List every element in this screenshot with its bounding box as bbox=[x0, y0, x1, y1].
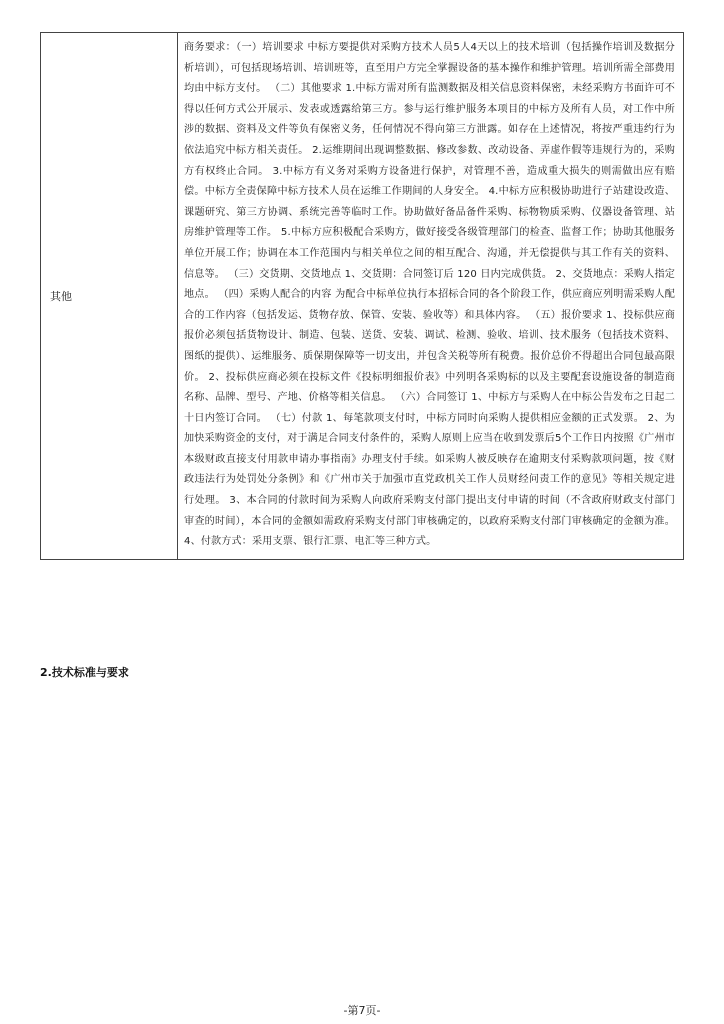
business-requirements-text: 商务要求：（一）培训要求 中标方要提供对采购方技术人员5人4天以上的技术培训（包括操作培训及数据分析培训），可包括现场培训、培训班等，直至用户方完全掌握设备的基本操作和维护管理。培训所需全部费用均由中标方支付。 （二）其他要求 1.中标方需对所有监测数据及相关信息资料保密，未经采购方书面许可不得以任何方式公开展示、发表或透露给第三方。参与运行维护服务本项目的中标方及所有人员，对工作中所涉的数据、资料及文件等负有保密义务，任何情况不得向第三方泄露。如存在上述情况，将按严重违约行为依法追究中标方相关责任。 2.运维期间出现调整数据、修改参数、改动设备、弄虚作假等违规行为的，采购方有权终止合同。 3.中标方有义务对采购方设备进行保护，对管理不善，造成重大损失的则需做出应有赔偿。中标方全责保障中标方技术人员在运维工作期间的人身安全。 4.中标方应积极协助进行子站建设改造、课题研究、第三方协调、系统完善等临时工作。协助做好备品备件采购、标物物质采购、仪器设备管理、站房维护管理等工作。 5.中标方应积极配合采购方，做好接受各级管理部门的检查、监督工作；协助其他服务单位开展工作；协调在本工作范围内与相关单位之间的相互配合、沟通，并无偿提供与其工作有关的资料、信息等。 （三）交货期、交货地点 1、交货期：合同签订后 120 日内完成供货。 2、交货地点：采购人指定地点。 （四）采购人配合的内容 为配合中标单位执行本招标合同的各个阶段工作，供应商应列明需采购人配合的工作内容（包括发运、货物存放、保管、安装、验收等）和具体内容。 （五）报价要求 1、投标供应商报价必须包括货物设计、制造、包装、送货、安装、调试、检测、验收、培训、技术服务（包括技术资料、图纸的提供）、运维服务、质保期保障等一切支出，并包含关税等所有税费。报价总价不得超出合同包最高限价。 2、投标供应商必须在投标文件《投标明细报价表》中列明各采购标的以及主要配套设施设备的制造商名称、品牌、型号、产地、价格等相关信息。 （六）合同签订 1、中标方与采购人在中标公告发布之日起二十日内签订合同。 （七）付款 1、每笔款项支付时，中标方同时向采购人提供相应金额的正式发票。 2、为加快采购资金的支付，对于满足合同支付条件的，采购人原则上应当在收到发票后5个工作日内按照《广州市本级财政直接支付用款申请办事指南》办理支付手续。如采购人被反映存在逾期支付采购款项问题，按《财政违法行为处罚处分条例》和《广州市关于加强市直党政机关工作人员财经问责工作的意见》等相关规定进行处理。 3、本合同的付款时间为采购人向政府采购支付部门提出支付申请的时间（不含政府财政支付部门审查的时间），本合同的金额如需政府采购支付部门审核确定的，以政府采购支付部门审核确定的金额为准。 4、付款方式：采用支票、银行汇票、电汇等三种方式。 bbox=[184, 42, 675, 548]
section-heading: 2.技术标准与要求 bbox=[40, 666, 129, 679]
row-label-cell bbox=[41, 33, 178, 560]
table-row bbox=[41, 33, 684, 560]
row-content-cell bbox=[178, 33, 684, 560]
row-label: 其他 bbox=[50, 289, 72, 303]
page-number: -第7页- bbox=[343, 1004, 381, 1017]
requirements-table bbox=[40, 32, 684, 560]
